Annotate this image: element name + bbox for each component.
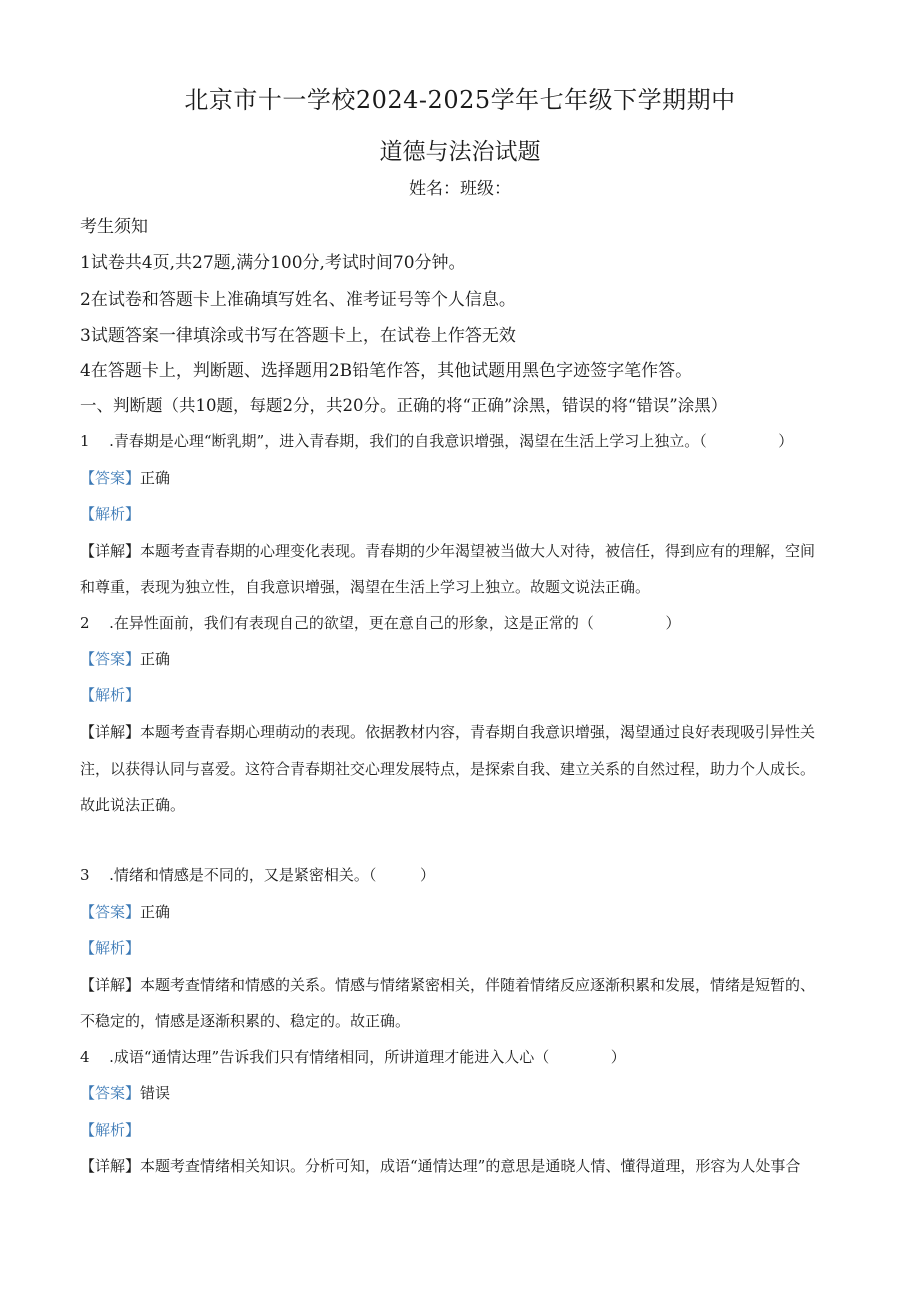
question-paren-close: ） <box>778 432 794 450</box>
exam-subtitle: 道德与法治试题 <box>379 139 541 165</box>
detail-tag: 【详解】 <box>80 723 141 741</box>
notice-item: 3试题答案一律填涂或书写在答题卡上，在试卷上作答无效 <box>80 326 516 346</box>
analysis-line <box>80 684 860 705</box>
detail-text: 本题考查情绪相关知识。分析可知，成语“通情达理”的意思是通晓人情、懂得道理，形容为人处事合 <box>140 1157 801 1175</box>
detail-text: 不稳定的，情感是逐渐积累的、稳定的。故正确。 <box>80 1012 411 1030</box>
analysis-tag: 【解析】 <box>80 505 141 523</box>
answer-line <box>80 1082 860 1103</box>
answer-tag: 【答案】 <box>80 469 141 487</box>
question-number: 1 <box>80 432 90 450</box>
notice-item: 4在答题卡上，判断题、选择题用2B铅笔作答，其他试题用黑色字迹签字笔作答。 <box>80 361 693 381</box>
answer-tag: 【答案】 <box>80 903 141 921</box>
detail-text: 注，以获得认同与喜爱。这符合青春期社交心理发展特点，是探索自我、建立关系的自然过程，助力个人成长。 <box>80 760 816 778</box>
question-number: 2 <box>80 614 90 632</box>
question-text: .成语“通情达理”告诉我们只有情绪相同，所讲道理才能进入人心（ <box>109 1048 550 1066</box>
question-number: 4 <box>80 1048 90 1066</box>
notice-item: 2在试卷和答题卡上准确填写姓名、准考证号等个人信息。 <box>80 290 516 310</box>
question-paren-close: ） <box>610 1048 626 1066</box>
analysis-tag: 【解析】 <box>80 939 141 957</box>
detail-text: 本题考查青春期的心理变化表现。青春期的少年渴望被当做大人对待，被信任，得到应有的理解，空间 <box>140 542 816 560</box>
answer-tag: 【答案】 <box>80 1084 141 1102</box>
detail-tag: 【详解】 <box>80 542 141 560</box>
answer-value: 错误 <box>140 1084 171 1102</box>
analysis-tag: 【解析】 <box>80 1121 141 1139</box>
exam-title: 北京市十一学校2024-2025学年七年级下学期期中 <box>184 86 736 114</box>
answer-line <box>80 467 860 488</box>
notice-item: 1试卷共4页,共27题,满分100分,考试时间70分钟。 <box>80 253 466 273</box>
question-stem <box>80 1046 860 1067</box>
question-stem <box>80 430 860 451</box>
question-text: .在异性面前，我们有表现自己的欲望，更在意自己的形象，这是正常的（ <box>109 614 594 632</box>
analysis-line <box>80 937 860 958</box>
answer-tag: 【答案】 <box>80 650 141 668</box>
detail-line <box>80 1155 860 1176</box>
name-class-line: 姓名：班级： <box>409 179 511 199</box>
detail-tag: 【详解】 <box>80 976 141 994</box>
answer-line <box>80 901 860 922</box>
analysis-line <box>80 1119 860 1140</box>
detail-text: 本题考查情绪和情感的关系。情感与情绪紧密相关，伴随着情绪反应逐渐积累和发展，情绪是短暂的、 <box>140 976 816 994</box>
detail-text: 和尊重，表现为独立性，自我意识增强，渴望在生活上学习上独立。故题文说法正确。 <box>80 578 651 596</box>
question-text: .情绪和情感是不同的，又是紧密相关。（ <box>109 866 377 884</box>
detail-line <box>80 721 860 742</box>
question-stem <box>80 864 860 885</box>
detail-line <box>80 974 860 995</box>
answer-line <box>80 648 860 669</box>
answer-value: 正确 <box>140 469 171 487</box>
question-number: 3 <box>80 866 90 884</box>
question-text: .青春期是心理“断乳期”，进入青春期，我们的自我意识增强，渴望在生活上学习上独立。（ <box>109 432 707 450</box>
detail-text: 故此说法正确。 <box>80 796 186 814</box>
detail-line <box>80 540 860 561</box>
answer-value: 正确 <box>140 903 171 921</box>
analysis-line <box>80 503 860 524</box>
analysis-tag: 【解析】 <box>80 686 141 704</box>
notice-heading: 考生须知 <box>80 217 148 237</box>
section-title: 一、判断题（共10题，每题2分，共20分。正确的将“正确”涂黑，错误的将“错误”涂黑） <box>80 396 728 415</box>
question-paren-close: ） <box>665 614 681 632</box>
question-paren-close: ） <box>419 866 435 884</box>
answer-value: 正确 <box>140 650 171 668</box>
detail-tag: 【详解】 <box>80 1157 141 1175</box>
question-stem <box>80 612 860 633</box>
detail-text: 本题考查青春期心理萌动的表现。依据教材内容，青春期自我意识增强，渴望通过良好表现吸引异性关 <box>140 723 816 741</box>
